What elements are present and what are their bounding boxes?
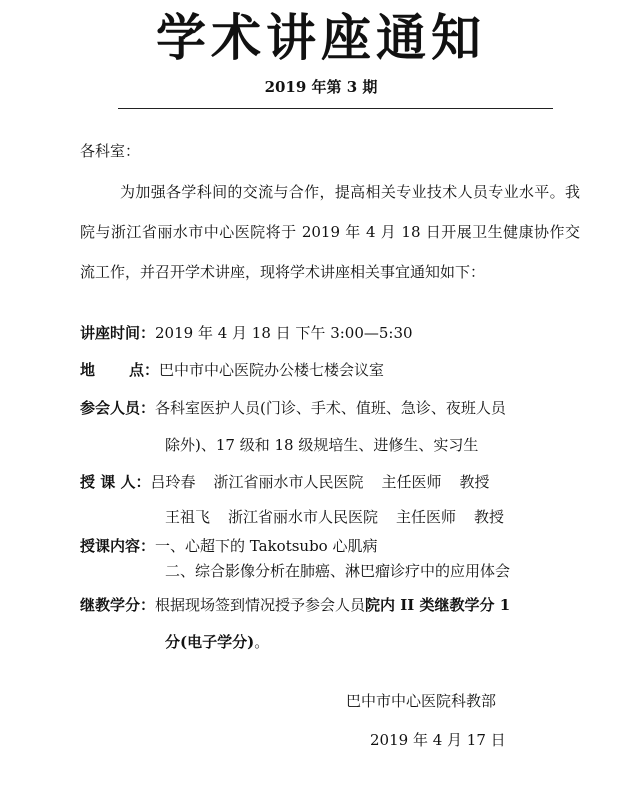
credit-text-bold: 院内 II 类继教学分 1 [365,596,511,614]
speaker-org: 浙江省丽水市人民医院 [213,473,364,491]
attendees-row [80,397,506,419]
salutation: 各科室： [80,142,141,160]
place-label-b: 点： [129,361,160,379]
content-item: 二、综合影像分析在肺癌、淋巴瘤诊疗中的应用体会 [165,562,511,580]
time-value: 2019 年 4 月 18 日 下午 3:00—5:30 [155,324,413,342]
speaker-name: 吕玲春 [150,473,196,491]
issue-date: 2019 年 4 月 17 日 [370,731,506,749]
place-row [80,359,384,381]
speaker-row-1 [80,471,490,493]
credit-end: 。 [254,633,270,651]
credit-text-plain: 根据现场签到情况授予参会人员 [155,596,366,614]
attendees-line1: 各科室医护人员(门诊、手术、值班、急诊、夜班人员 [155,399,506,417]
speaker-name: 王祖飞 [165,508,211,526]
header-divider [118,108,553,109]
credit-unit-bold: 分(电子学分) [165,633,255,651]
place-label-a: 地 [80,361,96,379]
attendees-line2: 除外)、17 级和 18 级规培生、进修生、实习生 [165,436,479,454]
credit-label: 继教学分： [80,596,156,614]
content-label: 授课内容： [80,537,156,555]
place-value: 巴中市中心医院办公楼七楼会议室 [159,361,385,379]
issuing-department: 巴中市中心医院科教部 [346,692,497,710]
speaker-rank: 教授 [459,473,490,491]
credit-row-2 [165,631,269,653]
speakers-label: 授 课 人： [80,473,151,491]
speaker-org: 浙江省丽水市人民医院 [228,508,379,526]
speaker-title: 主任医师 [396,508,457,526]
content-item: 一、心超下的 Takotsubo 心肌病 [155,537,378,555]
intro-paragraph: 为加强各学科间的交流与合作，提高相关专业技术人员专业水平。我院与浙江省丽水市中心医院将于 2019 年 4 月 18 日开展卫生健康协作交流工作，并召开学术讲座，现将学术讲座相关事宜通知如下： [80,183,580,281]
speaker-title: 主任医师 [381,473,442,491]
time-row [80,322,413,344]
notice-title: 学术讲座通知 [156,9,486,67]
speaker-rank: 教授 [474,508,505,526]
time-label: 讲座时间： [80,324,156,342]
issue-number: 2019 年第 3 期 [264,78,378,96]
speaker-row-2 [165,506,504,528]
attendees-label: 参会人员： [80,399,156,417]
credit-row-1 [80,594,510,616]
content-row-1 [80,535,377,557]
